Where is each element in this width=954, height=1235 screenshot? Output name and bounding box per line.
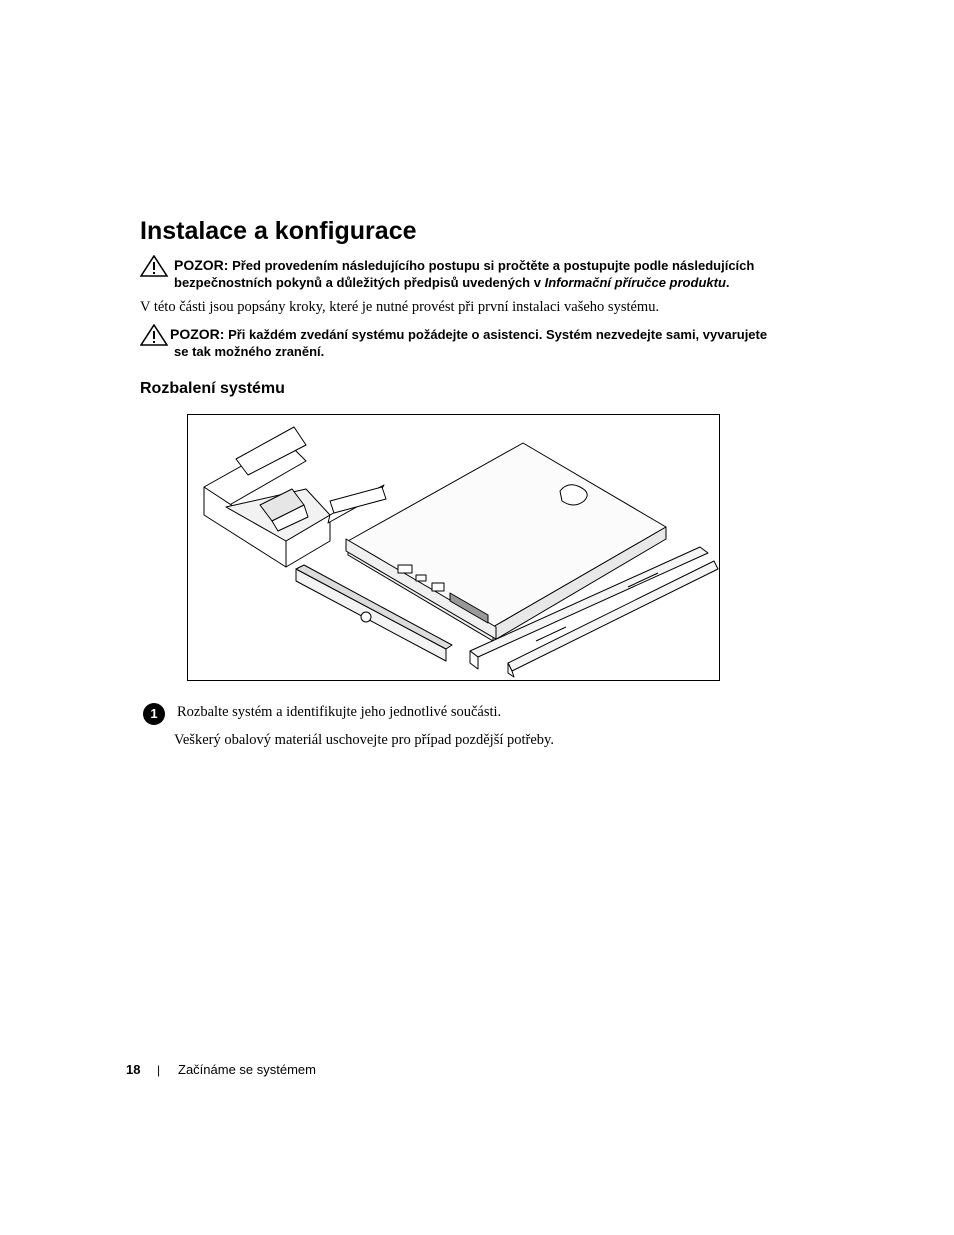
server-box-rails-drawing bbox=[188, 415, 719, 680]
footer-separator: | bbox=[157, 1063, 161, 1077]
step-instruction: Rozbalte systém a identifikujte jeho jednotlivé součásti. bbox=[177, 704, 502, 720]
caution-text-end: . bbox=[725, 275, 730, 290]
step-note: Veškerý obalový materiál uschovejte pro případ pozdější potřeby. bbox=[174, 732, 554, 748]
caution-label: POZOR: bbox=[174, 257, 229, 273]
caution-text-line2: se tak možného zranění. bbox=[174, 344, 325, 359]
section-heading: Rozbalení systému bbox=[140, 380, 285, 397]
caution-notice-2 bbox=[140, 326, 830, 362]
page-title: Instalace a konfigurace bbox=[140, 217, 417, 245]
page-number: 18 bbox=[126, 1062, 141, 1077]
chapter-title: Začínáme se systémem bbox=[178, 1062, 316, 1077]
caution-notice-1 bbox=[140, 257, 830, 293]
product-guide-reference: Informační příručce produktu bbox=[544, 275, 726, 290]
warning-triangle-icon bbox=[140, 255, 168, 277]
warning-triangle-icon bbox=[140, 324, 168, 346]
caution-text-line1: Při každém zvedání systému požádejte o asistenci. Systém nezvedejte sami, vyvarujete bbox=[228, 327, 768, 342]
intro-paragraph: V této části jsou popsány kroky, které je nutné provést při první instalaci vašeho systému. bbox=[140, 299, 660, 315]
caution-label: POZOR: bbox=[170, 326, 225, 342]
unpacking-illustration bbox=[187, 414, 720, 681]
caution-text-line2: bezpečnostních pokynů a důležitých předpisů uvedených v bbox=[174, 275, 545, 290]
caution-text-line1: Před provedením následujícího postupu si pročtěte a postupujte podle následujících bbox=[232, 258, 755, 273]
step-number-badge: 1 bbox=[143, 703, 165, 725]
